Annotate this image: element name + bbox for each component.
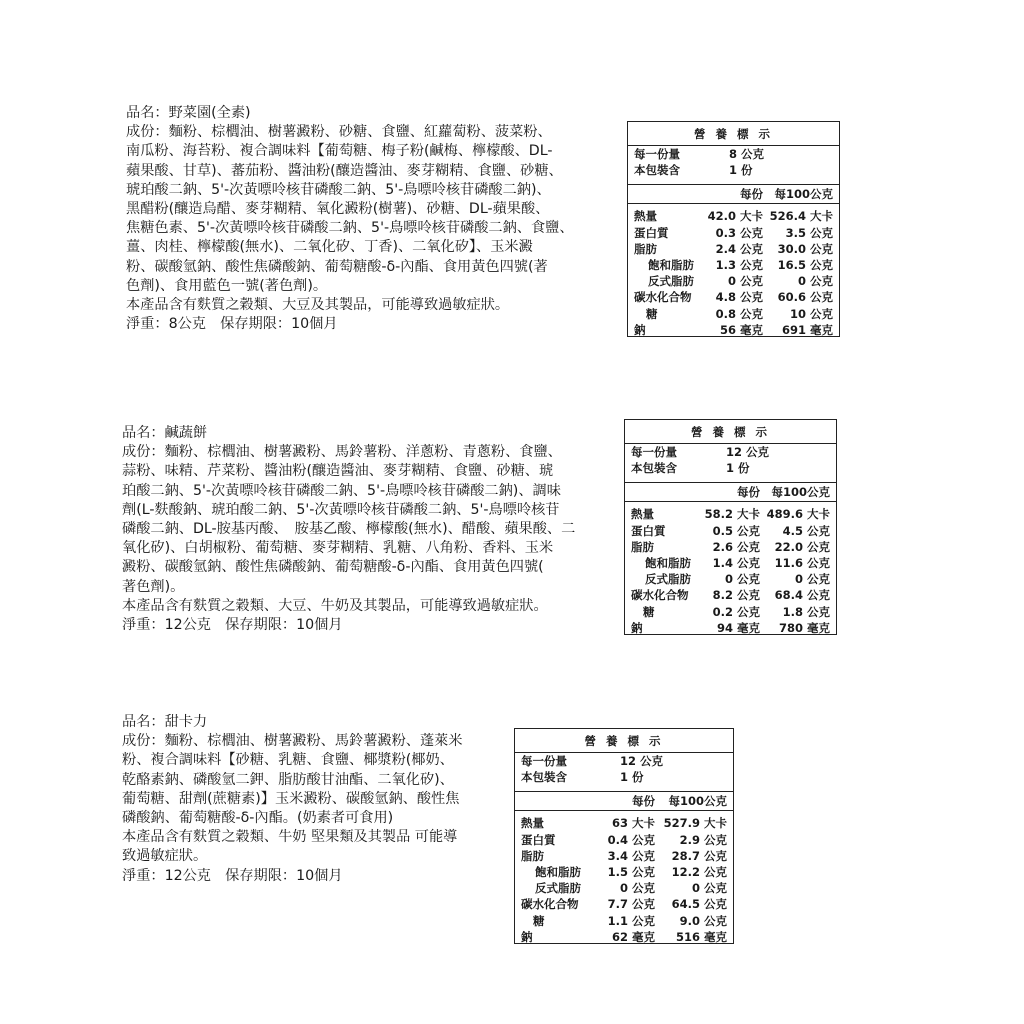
ingredient-line: 薑、肉桂、檸檬酸(無水)、二氧化矽、丁香)、二氧化矽】、玉米澱 (126, 239, 533, 256)
nutrient-row (628, 273, 839, 289)
per-100g-header: 每100公克 (774, 187, 833, 202)
ingredient-line: 黑醋粉(釀造烏醋、麥芽糊精、氧化澱粉(樹薯)、砂糖、DL-蘋果酸、 (126, 201, 550, 218)
serving-size-row (628, 146, 839, 162)
nutrient-per-100g: 64.5 公克 (671, 897, 727, 912)
nutrient-per-100g: 691 毫克 (781, 322, 833, 337)
ingredient-line: 珀酸二鈉、5'-次黃嘌呤核苷磷酸二鈉、5'-鳥嘌呤核苷磷酸二鈉)、調味 (122, 482, 561, 499)
ingredient-line: 蘋果酸、甘草)、蕃茄粉、醬油粉(釀造醬油、麥芽糊精、食鹽、砂糖、 (126, 162, 563, 179)
nutrition-title: 營 養 標 示 (690, 425, 770, 439)
ingredient-line: 澱粉、碳酸氫鈉、酸性焦磷酸鈉、葡萄糖酸-δ-內酯、食用黃色四號( (122, 559, 544, 576)
nutrient-per-100g: 10 公克 (789, 306, 833, 321)
serving-size-value: 8 公克 (729, 147, 765, 161)
nutrient-label: 蛋白質 (521, 832, 556, 847)
nutrient-row (515, 913, 733, 929)
nutrient-per-serving: 94 毫克 (716, 620, 760, 635)
nutrient-row (628, 241, 839, 257)
nutrient-per-serving: 58.2 大卡 (704, 507, 760, 522)
nutrient-label: 碳水化合物 (521, 897, 579, 912)
nutrient-per-serving: 0.2 公克 (712, 604, 760, 619)
nutrient-label: 飽和脂肪 (645, 555, 691, 570)
nutrient-label: 鈉 (634, 322, 646, 337)
product-name: 品名：甜卡力 (122, 714, 208, 730)
ingredient-line: 粉、碳酸氫鈉、酸性焦磷酸鈉、葡萄糖酸-δ-內酯、食用黃色四號(著 (126, 258, 548, 275)
nutrient-label: 脂肪 (634, 241, 657, 256)
product-2-ingredients (122, 424, 575, 635)
nutrient-label: 鈉 (631, 620, 643, 635)
allergen-notice: 本產品含有麩質之穀類、牛奶 堅果類及其製品 可能導 (122, 829, 458, 846)
ingredient-line: 琥珀酸二鈉、5'-次黃嘌呤核苷磷酸二鈉、5'-鳥嘌呤核苷磷酸二鈉)、 (126, 181, 551, 198)
nutrient-row (625, 506, 836, 522)
nutrient-per-100g: 9.0 公克 (679, 913, 727, 928)
nutrient-per-serving: 62 毫克 (611, 929, 655, 944)
column-header-row (515, 792, 733, 810)
allergen-notice: 本產品含有麩質之穀類、大豆及其製品，可能導致過敏症狀。 (126, 297, 510, 314)
nutrient-row (625, 587, 836, 603)
nutrient-row (628, 257, 839, 273)
nutrient-per-100g: 3.5 公克 (785, 225, 833, 240)
per-serving-header: 每份 (632, 794, 655, 809)
ingredient-line: 蒜粉、味精、芹菜粉、醬油粉(釀造醬油、麥芽糊精、食鹽、砂糖、琥 (122, 463, 554, 480)
nutrient-per-serving: 0.4 公克 (607, 832, 655, 847)
column-header-row (628, 185, 839, 203)
nutrient-row (515, 896, 733, 912)
nutrient-row (515, 832, 733, 848)
nutrient-label: 碳水化合物 (631, 588, 689, 603)
nutrient-label: 熱量 (634, 209, 657, 224)
serving-size-label: 每一份量 (634, 147, 680, 161)
servings-per-pack-value: 1 份 (726, 461, 750, 476)
nutrient-row (628, 208, 839, 224)
nutrient-per-100g: 2.9 公克 (679, 832, 727, 847)
servings-per-pack-row (515, 769, 733, 785)
serving-size-value: 12 公克 (620, 754, 664, 768)
ingredient-line: 磷酸二鈉、DL-胺基丙酸、 胺基乙酸、檸檬酸(無水)、醋酸、蘋果酸、二 (122, 521, 576, 538)
nutrient-per-serving: 0 公克 (619, 881, 655, 896)
nutrient-per-100g: 527.9 大卡 (663, 816, 727, 831)
servings-per-pack-label: 本包裝含 (634, 163, 680, 178)
nutrient-per-serving: 0.5 公克 (712, 523, 760, 538)
nutrient-label: 糖 (646, 306, 658, 321)
nutrient-per-100g: 68.4 公克 (774, 588, 830, 603)
nutrient-per-serving: 0.3 公克 (715, 225, 763, 240)
serving-size-row (515, 753, 733, 769)
nutrient-row (515, 848, 733, 864)
servings-per-pack-row (625, 460, 836, 476)
nutrient-row (625, 539, 836, 555)
ingredient-line: 乾酪素鈉、磷酸氫二鉀、脂肪酸甘油酯、二氧化矽)、 (122, 771, 454, 788)
nutrition-table-1 (627, 121, 840, 337)
net-weight: 淨重：8公克 保存期限：10個月 (126, 316, 338, 333)
nutrient-label: 反式脂肪 (645, 572, 691, 587)
nutrient-per-100g: 0 公克 (794, 572, 830, 587)
nutrient-per-100g: 1.8 公克 (782, 604, 830, 619)
per-100g-header: 每100公克 (771, 485, 830, 500)
product-name: 品名：鹹蔬餅 (122, 425, 208, 441)
nutrient-label: 鈉 (521, 929, 533, 944)
nutrient-per-100g: 30.0 公克 (777, 241, 833, 256)
nutrient-per-100g: 11.6 公克 (774, 555, 830, 570)
serving-size-label: 每一份量 (631, 445, 677, 459)
nutrient-label: 反式脂肪 (648, 274, 694, 289)
nutrient-per-serving: 4.8 公克 (715, 290, 763, 305)
nutrient-label: 熱量 (631, 507, 654, 522)
net-weight: 淨重：12公克 保存期限：10個月 (122, 617, 343, 634)
nutrient-per-100g: 516 毫克 (675, 929, 727, 944)
product-3-ingredients (122, 713, 463, 886)
nutrient-per-100g: 489.6 大卡 (766, 507, 830, 522)
net-weight: 淨重：12公克 保存期限：10個月 (122, 867, 343, 884)
nutrient-per-100g: 780 毫克 (778, 620, 830, 635)
nutrient-label: 碳水化合物 (634, 290, 692, 305)
nutrient-label: 反式脂肪 (535, 881, 581, 896)
product-1-ingredients (126, 104, 574, 334)
nutrient-per-100g: 526.4 大卡 (769, 209, 833, 224)
ingredient-line: 著色劑)。 (122, 578, 185, 595)
nutrient-per-serving: 2.6 公克 (712, 539, 760, 554)
nutrition-title: 營 養 標 示 (584, 734, 664, 748)
ingredient-line: 成份：麵粉、棕櫚油、樹薯澱粉、馬鈴薯粉、洋蔥粉、青蔥粉、食鹽、 (122, 444, 562, 461)
serving-size-label: 每一份量 (521, 754, 567, 768)
nutrient-per-serving: 1.4 公克 (712, 555, 760, 570)
nutrient-row (628, 306, 839, 322)
nutrient-per-serving: 63 大卡 (611, 816, 655, 831)
servings-per-pack-label: 本包裝含 (521, 770, 567, 785)
ingredient-line: 成份：麵粉、棕櫚油、樹薯澱粉、砂糖、食鹽、紅蘿蔔粉、菠菜粉、 (126, 124, 552, 141)
nutrient-row (625, 620, 836, 636)
nutrient-label: 熱量 (521, 816, 544, 831)
servings-per-pack-row (628, 162, 839, 178)
nutrient-per-serving: 0 公克 (727, 274, 763, 289)
nutrient-label: 糖 (533, 913, 545, 928)
nutrient-per-serving: 8.2 公克 (712, 588, 760, 603)
nutrient-row (628, 225, 839, 241)
nutrition-table-2 (624, 419, 837, 635)
nutrient-per-100g: 0 公克 (691, 881, 727, 896)
nutrient-per-serving: 1.1 公克 (607, 913, 655, 928)
nutrient-per-100g: 12.2 公克 (671, 864, 727, 879)
product-name: 品名：野菜園(全素) (126, 105, 251, 121)
per-serving-header: 每份 (737, 485, 760, 500)
allergen-notice: 本產品含有麩質之穀類、大豆、牛奶及其製品，可能導致過敏症狀。 (122, 597, 548, 614)
nutrient-per-serving: 0.8 公克 (715, 306, 763, 321)
nutrient-row (628, 289, 839, 305)
serving-size-value: 12 公克 (726, 445, 770, 459)
ingredient-line: 劑(L-麩酸鈉、琥珀酸二鈉、5'-次黃嘌呤核苷磷酸二鈉、5'-鳥嘌呤核苷 (122, 501, 560, 518)
nutrient-row (515, 929, 733, 945)
nutrient-per-100g: 4.5 公克 (782, 523, 830, 538)
ingredient-line: 焦糖色素、5'-次黃嘌呤核苷磷酸二鈉、5'-鳥嘌呤核苷磷酸二鈉、食鹽、 (126, 220, 574, 237)
per-serving-header: 每份 (740, 187, 763, 202)
nutrient-per-100g: 60.6 公克 (777, 290, 833, 305)
ingredient-line: 南瓜粉、海苔粉、複合調味料【葡萄糖、梅子粉(鹹梅、檸檬酸、DL- (126, 143, 553, 160)
nutrient-row (625, 604, 836, 620)
nutrient-row (625, 571, 836, 587)
nutrient-per-100g: 28.7 公克 (671, 848, 727, 863)
nutrient-row (625, 523, 836, 539)
nutrient-per-serving: 42.0 大卡 (707, 209, 763, 224)
nutrient-per-100g: 0 公克 (797, 274, 833, 289)
column-header-row (625, 483, 836, 501)
nutrient-label: 脂肪 (521, 848, 544, 863)
nutrient-per-serving: 0 公克 (724, 572, 760, 587)
nutrient-row (515, 880, 733, 896)
nutrient-per-serving: 1.5 公克 (607, 864, 655, 879)
nutrient-per-serving: 1.3 公克 (715, 257, 763, 272)
nutrient-per-serving: 56 毫克 (719, 322, 763, 337)
allergen-notice: 致過敏症狀。 (122, 848, 208, 865)
servings-per-pack-label: 本包裝含 (631, 461, 677, 476)
nutrient-per-serving: 2.4 公克 (715, 241, 763, 256)
nutrient-label: 蛋白質 (631, 523, 666, 538)
ingredient-line: 氧化矽)、白胡椒粉、葡萄糖、麥芽糊精、乳糖、八角粉、香料、玉米 (122, 540, 554, 557)
nutrient-label: 飽和脂肪 (648, 257, 694, 272)
serving-size-row (625, 444, 836, 460)
ingredient-line: 葡萄糖、甜劑(蔗糖素)】玉米澱粉、碳酸氫鈉、酸性焦 (122, 790, 460, 807)
nutrient-label: 飽和脂肪 (535, 864, 581, 879)
ingredient-line: 磷酸鈉、葡萄糖酸-δ-內酯。(奶素者可食用) (122, 810, 394, 827)
nutrient-row (628, 322, 839, 338)
nutrient-label: 蛋白質 (634, 225, 669, 240)
servings-per-pack-value: 1 份 (620, 770, 644, 785)
ingredient-line: 成份：麵粉、棕櫚油、樹薯澱粉、馬鈴薯澱粉、蓬萊米 (122, 733, 463, 750)
nutrient-label: 脂肪 (631, 539, 654, 554)
ingredient-line: 粉、複合調味料【砂糖、乳糖、食鹽、椰漿粉(椰奶、 (122, 752, 454, 769)
nutrient-per-100g: 22.0 公克 (774, 539, 830, 554)
nutrient-per-serving: 7.7 公克 (607, 897, 655, 912)
servings-per-pack-value: 1 份 (729, 163, 753, 178)
nutrient-per-100g: 16.5 公克 (777, 257, 833, 272)
nutrient-per-serving: 3.4 公克 (607, 848, 655, 863)
nutrient-row (515, 815, 733, 831)
nutrition-table-3 (514, 728, 734, 944)
per-100g-header: 每100公克 (668, 794, 727, 809)
nutrition-title: 營 養 標 示 (693, 127, 773, 141)
nutrient-label: 糖 (643, 604, 655, 619)
nutrient-row (625, 555, 836, 571)
ingredient-line: 色劑)、食用藍色一號(著色劑)。 (126, 277, 328, 294)
nutrient-row (515, 864, 733, 880)
